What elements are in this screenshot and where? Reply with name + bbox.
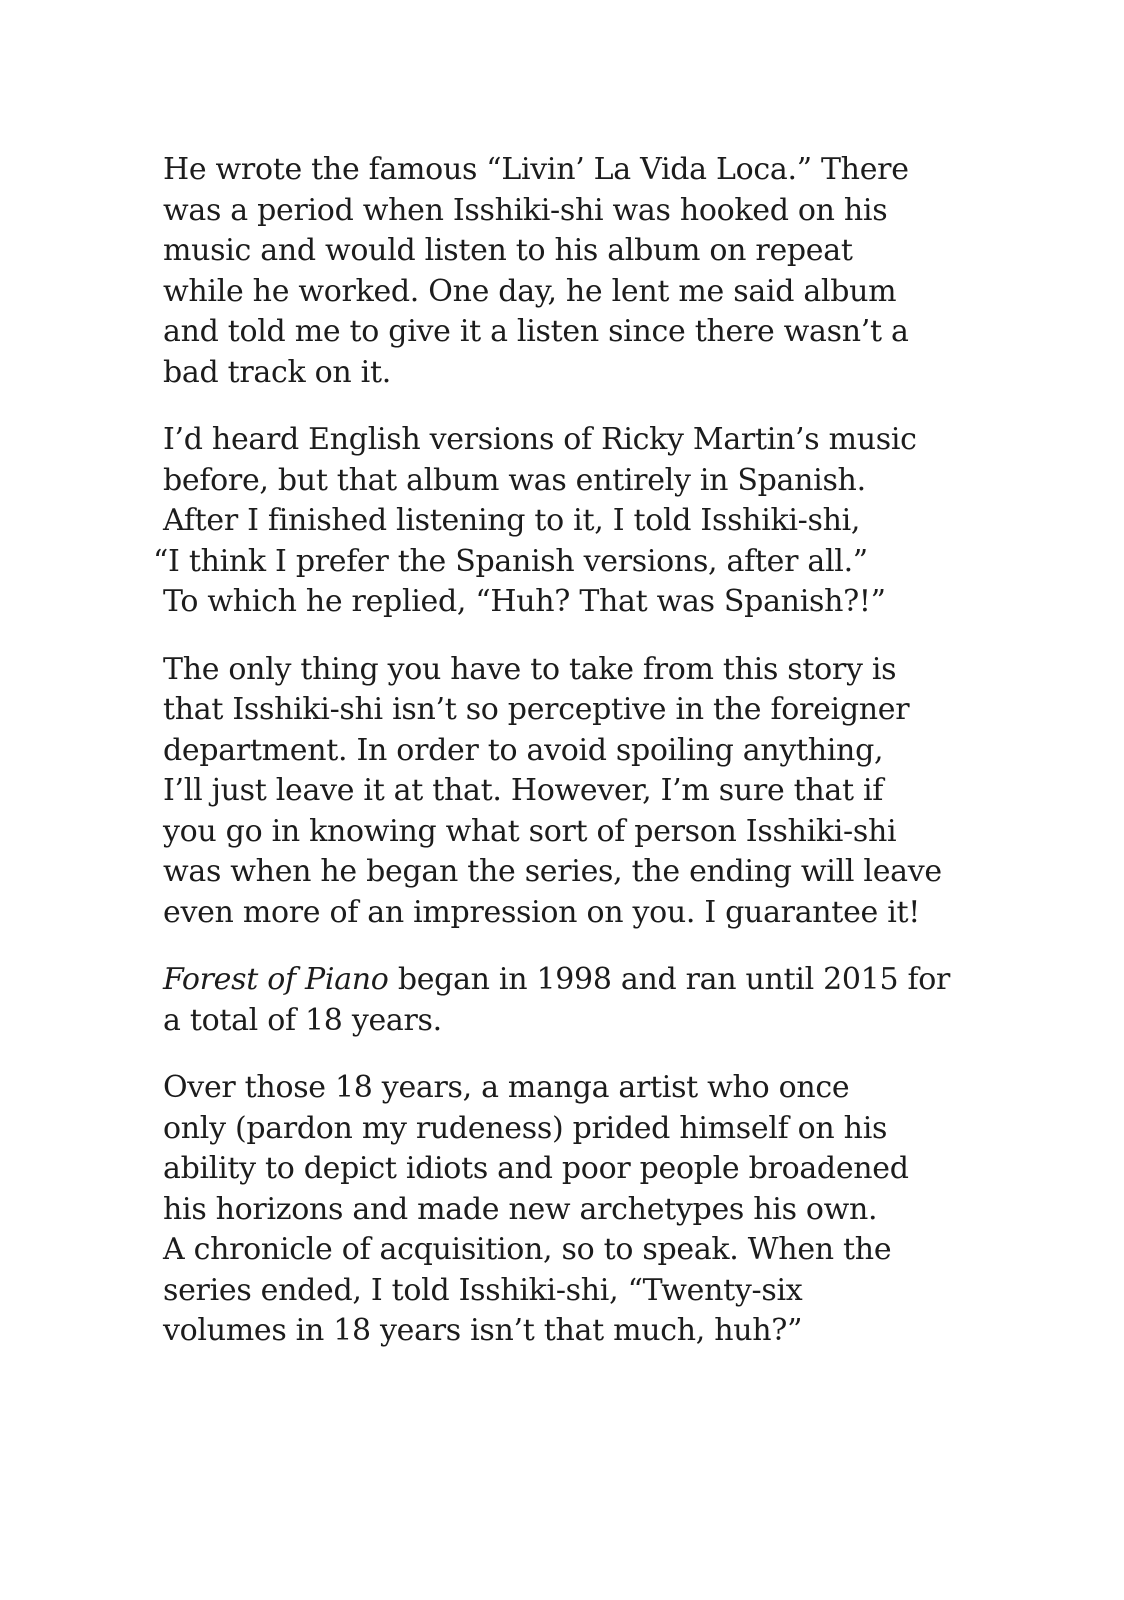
text-line: before, but that album was entirely in Spanish. [163,462,866,498]
text-line: department. In order to avoid spoiling anything, [163,732,884,768]
text-line: that Isshiki-shi isn’t so perceptive in the foreigner [163,692,910,727]
text-line: even more of an impression on you. I guarantee it! [163,894,921,930]
text-line: only (pardon my rudeness) prided himself on his [163,1110,888,1146]
text-line: was a period when Isshiki-shi was hooked on his [163,192,888,228]
text-line: I’d heard English versions of Ricky Martin’s music [163,422,917,457]
text-line: He wrote the famous “Livin’ La Vida Loca.” There [163,152,909,187]
text-line: was when he began the series, the ending will leave [163,854,942,889]
paragraph-1 [163,150,963,393]
paragraph-5 [163,1068,963,1352]
paragraph-2 [153,420,963,623]
text-run: began in 1998 and ran until 2015 for [388,962,951,997]
text-line: while he worked. One day, he lent me said album [163,273,897,309]
text-line [163,960,963,1001]
text-line: series ended, I told Isshiki-shi, “Twenty-six [163,1272,803,1308]
paragraph-3 [163,650,963,934]
text-line: A chronicle of acquisition, so to speak. When the [163,1232,892,1267]
text-line: Over those 18 years, a manga artist who once [163,1070,850,1105]
book-title: Forest of Piano [163,962,389,997]
text-line: ability to depict idiots and poor people broadened [163,1151,909,1186]
text-line: I’ll just leave it at that. However, I’m sure that if [163,773,884,808]
body-text [153,150,963,1379]
paragraph-4 [163,960,963,1041]
text-line: To which he replied, “Huh? That was Spanish?!” [163,584,886,619]
text-line: his horizons and made new archetypes his own. [163,1191,878,1227]
text-line: The only thing you have to take from this story is [163,651,897,687]
text-line: you go in knowing what sort of person Isshiki-shi [163,813,897,849]
text-line: After I finished listening to it, I told Isshiki-shi, [163,503,861,538]
text-line: volumes in 18 years isn’t that much, huh?” [163,1313,803,1348]
text-line: music and would listen to his album on repeat [163,233,853,268]
text-line: a total of 18 years. [163,1002,442,1038]
text-line: “I think I prefer the Spanish versions, after all.” [153,543,868,579]
text-line: bad track on it. [163,354,391,390]
text-line: and told me to give it a listen since there wasn’t a [163,314,909,349]
